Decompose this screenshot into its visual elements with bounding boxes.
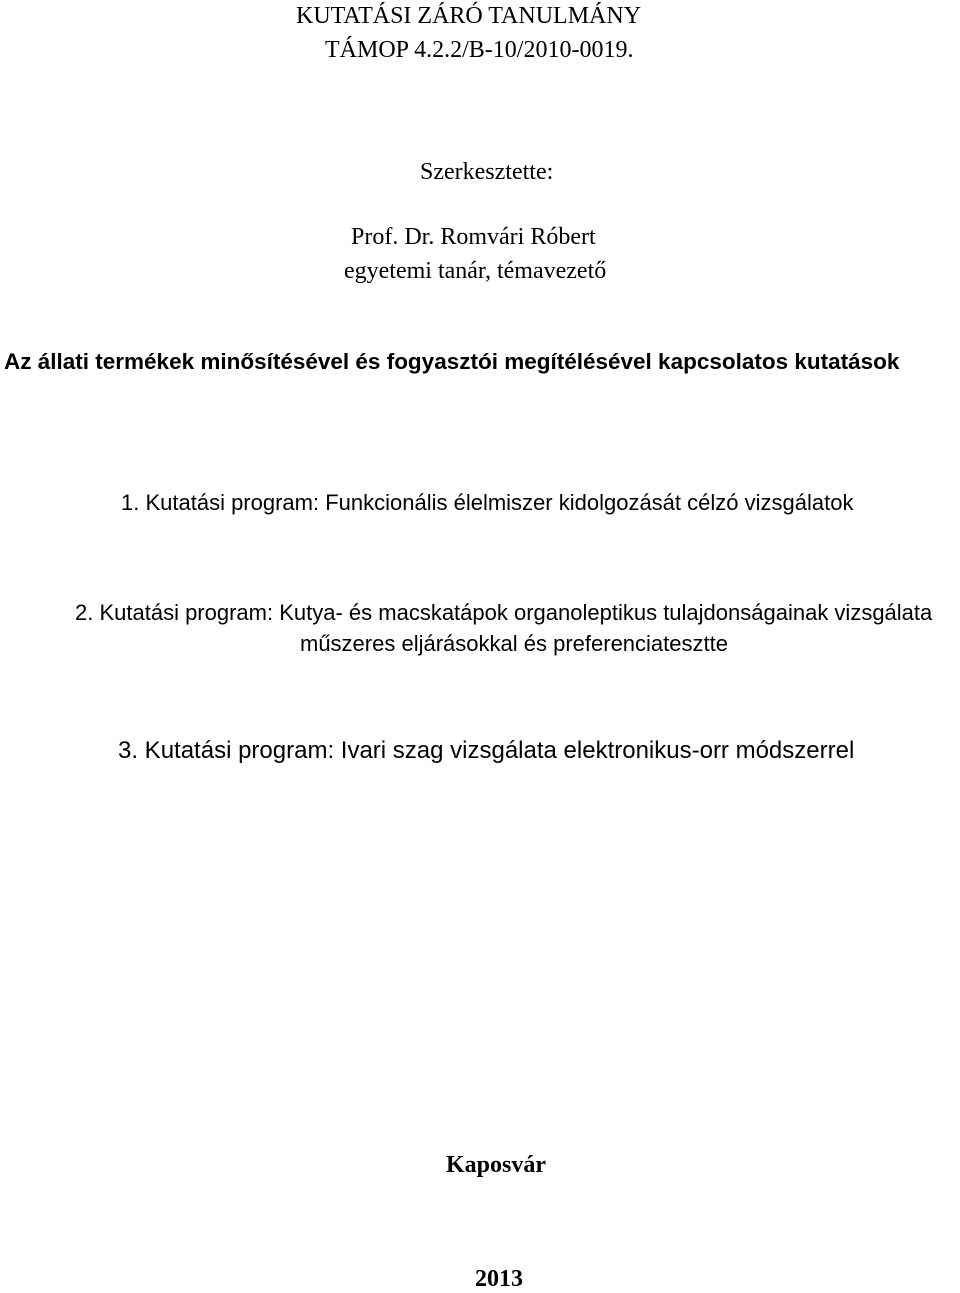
place: Kaposvár xyxy=(446,1152,547,1178)
editor-name: Prof. Dr. Romvári Róbert xyxy=(351,224,596,250)
year: 2013 xyxy=(475,1266,523,1292)
research-topic: Az állati termékek minősítésével és fogyasztói megítélésével kapcsolatos kutatások xyxy=(4,349,900,374)
program-1: 1. Kutatási program: Funkcionális élelmiszer kidolgozását célzó vizsgálatok xyxy=(121,490,854,515)
project-code: TÁMOP 4.2.2/B-10/2010-0019. xyxy=(325,37,634,63)
program-2-line-2: műszeres eljárásokkal és preferenciatesztte xyxy=(300,631,728,656)
program-3: 3. Kutatási program: Ivari szag vizsgálata elektronikus-orr módszerrel xyxy=(118,737,855,764)
report-title: KUTATÁSI ZÁRÓ TANULMÁNY xyxy=(296,3,642,29)
program-2-line-1: 2. Kutatási program: Kutya- és macskatápok organoleptikus tulajdonságainak vizsgálata xyxy=(75,600,933,625)
editor-role: egyetemi tanár, témavezető xyxy=(344,258,607,284)
editor-label: Szerkesztette: xyxy=(420,159,554,185)
